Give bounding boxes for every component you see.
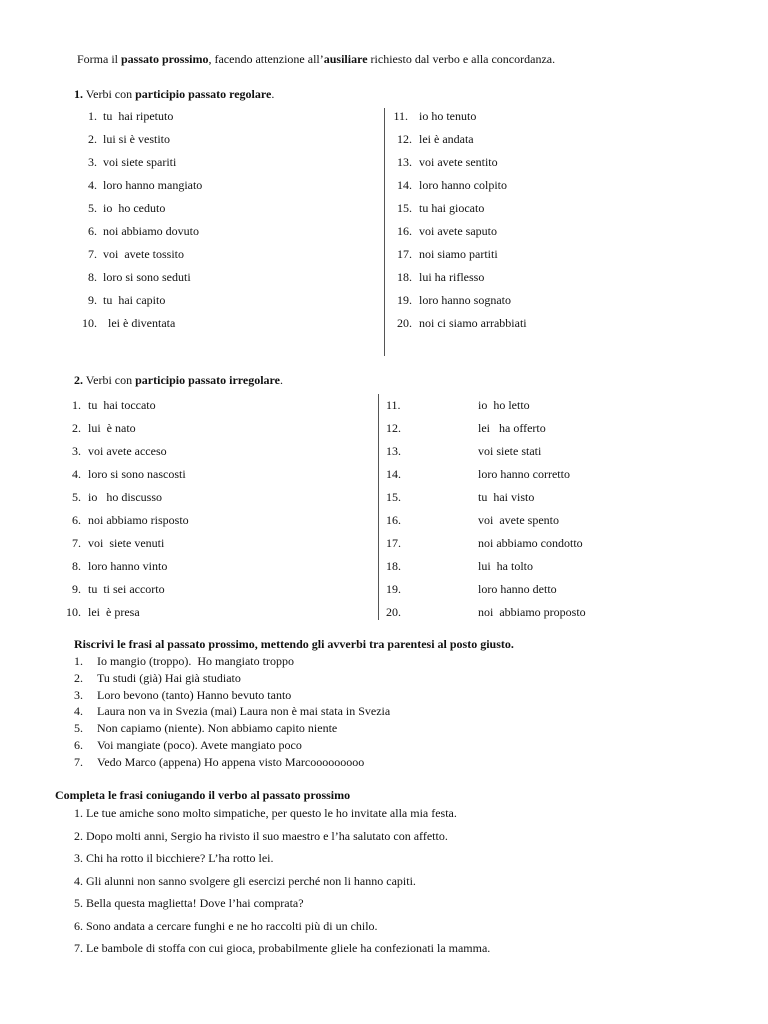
- section1-right-item-text: lui ha riflesso: [419, 270, 485, 284]
- instructions-bold-2: ausiliare: [323, 52, 368, 66]
- section2-left-item-number: 10.: [66, 605, 81, 619]
- instructions: [77, 52, 555, 66]
- section2-right-item-number: 20.: [386, 605, 401, 619]
- section1-left-item-number: 7.: [88, 247, 97, 261]
- section2-right-item-number: 17.: [386, 536, 401, 550]
- section3-item-number: 7.: [74, 754, 83, 769]
- section3-item-text: Loro bevono (tanto) Hanno bevuto tanto: [97, 687, 292, 702]
- section3-item-text: Tu studi (già) Hai già studiato: [97, 670, 241, 685]
- section2-right-item-text: noi abbiamo condotto: [478, 536, 583, 550]
- section2-heading-text: Verbi con: [83, 373, 136, 387]
- section1-right-item-number: 13.: [397, 155, 412, 169]
- section1-left-item-number: 1.: [88, 109, 97, 123]
- section2-right-item-number: 12.: [386, 421, 401, 435]
- section1-left-item-text: voi avete tossito: [103, 247, 184, 261]
- section3-item-number: 1.: [74, 654, 83, 668]
- section3-title: Riscrivi le frasi al passato prossimo, mettendo gli avverbi tra parentesi al posto giusto.: [74, 637, 514, 651]
- section3-item-text: Vedo Marco (appena) Ho appena visto Marcooooooooo: [97, 754, 365, 769]
- section2-left-item-text: lei è presa: [88, 605, 140, 619]
- section2-left-item-text: io ho discusso: [88, 490, 163, 504]
- section2-right-item-number: 16.: [386, 513, 401, 527]
- section1-right-item-number: 15.: [397, 201, 412, 215]
- section2-right-item-text: io ho letto: [478, 398, 530, 412]
- section1-right-item-number: 18.: [397, 270, 412, 284]
- section1-left-item-text: tu hai capito: [103, 293, 166, 307]
- section1-right-item-number: 19.: [397, 293, 412, 307]
- section2-left-item-number: 7.: [72, 536, 81, 550]
- section1-right-item-text: loro hanno colpito: [419, 178, 507, 192]
- section1-number: 1.: [74, 87, 83, 101]
- section1-left-item-number: 5.: [88, 201, 97, 215]
- section2-right-item-number: 11.: [386, 398, 401, 412]
- section4-item: 3. Chi ha rotto il bicchiere? L’ha rotto lei.: [74, 851, 274, 865]
- section2-left-item-number: 1.: [72, 398, 81, 412]
- section2-right-item-text: lui ha tolto: [478, 559, 533, 573]
- section1-heading-bold: participio passato regolare: [135, 87, 272, 101]
- section2-right-item-text: noi abbiamo proposto: [478, 605, 586, 619]
- section3-item-number: 6.: [74, 738, 83, 752]
- section2-number: 2.: [74, 373, 83, 387]
- section1-left-item-text: tu hai ripetuto: [103, 109, 174, 123]
- section2-right-item-number: 19.: [386, 582, 401, 596]
- section1-right-item-number: 12.: [397, 132, 412, 146]
- instructions-text: Forma il: [77, 52, 121, 66]
- section1-right-item-text: io ho tenuto: [419, 109, 477, 123]
- section2-left-item-number: 8.: [72, 559, 81, 573]
- section1-right-item-number: 11.: [393, 109, 408, 123]
- section1-left-item-number: 3.: [88, 155, 97, 169]
- section3-item-number: 5.: [74, 721, 83, 736]
- section1-right-item-text: voi avete saputo: [419, 224, 497, 238]
- section2-right-item-number: 15.: [386, 490, 401, 504]
- section1-heading-text: Verbi con: [83, 87, 136, 101]
- section1-left-item-number: 9.: [88, 293, 97, 307]
- instructions-bold-1: passato prossimo: [121, 52, 209, 66]
- section2-left-item-text: tu hai toccato: [88, 398, 156, 412]
- instructions-text: richiesto dal verbo e alla concordanza.: [367, 52, 556, 66]
- section1-right-item-text: tu hai giocato: [419, 201, 485, 215]
- section2-left-item-text: loro si sono nascosti: [88, 467, 186, 481]
- section1-left-item-number: 2.: [88, 132, 97, 146]
- section1-right-item-text: voi avete sentito: [419, 155, 498, 169]
- section2-left-item-text: voi siete venuti: [88, 536, 165, 550]
- section1-left-item-text: lei è diventata: [108, 316, 176, 330]
- section2-right-item-number: 13.: [386, 444, 401, 458]
- section1-right-item-text: lei è andata: [419, 132, 474, 146]
- section1-left-item-text: noi abbiamo dovuto: [103, 224, 199, 238]
- section1-right-item-number: 16.: [397, 224, 412, 238]
- section3-item-number: 3.: [74, 687, 83, 702]
- section2-left-item-text: tu ti sei accorto: [88, 582, 165, 596]
- section1-left-item-text: lui si è vestito: [103, 132, 170, 146]
- section1-heading: [74, 87, 274, 101]
- section1-left-item-text: loro si sono seduti: [103, 270, 191, 284]
- section1-left-item-number: 8.: [88, 270, 97, 284]
- section2-right-item-text: loro hanno corretto: [478, 467, 570, 481]
- section4-item: 1. Le tue amiche sono molto simpatiche, per questo le ho invitate alla mia festa.: [74, 806, 457, 820]
- section3-item-text: Non capiamo (niente). Non abbiamo capito niente: [97, 721, 338, 736]
- section2-left-item-text: voi avete acceso: [88, 444, 167, 458]
- section2-right-item-text: tu hai visto: [478, 490, 535, 504]
- section1-left-item-number: 6.: [88, 224, 97, 238]
- section1-right-item-number: 14.: [397, 178, 412, 192]
- section1-heading-text: .: [271, 87, 275, 101]
- section1-right-item-text: noi siamo partiti: [419, 247, 498, 261]
- instructions-text: , facendo attenzione all’: [208, 52, 324, 66]
- section3-item-number: 2.: [74, 670, 83, 685]
- section2-left-item-number: 2.: [72, 421, 81, 435]
- section3-item-text: Laura non va in Svezia (mai) Laura non è mai stata in Svezia: [97, 704, 391, 719]
- section4-title: Completa le frasi coniugando il verbo al passato prossimo: [55, 788, 351, 802]
- section1-left-item-number: 4.: [88, 178, 97, 192]
- section2-left-item-text: loro hanno vinto: [88, 559, 168, 573]
- section2-right-item-number: 14.: [386, 467, 401, 481]
- section2-left-item-number: 3.: [72, 444, 81, 458]
- section1-left-item-text: io ho ceduto: [103, 201, 166, 215]
- section4-item: 5. Bella questa maglietta! Dove l’hai comprata?: [74, 896, 304, 910]
- section2-left-item-number: 9.: [72, 582, 81, 596]
- section1-right-item-text: noi ci siamo arrabbiati: [419, 316, 527, 330]
- section2-right-item-text: voi avete spento: [478, 513, 559, 527]
- section3-item-number: 4.: [74, 704, 83, 719]
- section2-right-item-text: voi siete stati: [478, 444, 542, 458]
- section1-left-item-text: voi siete spariti: [103, 155, 177, 169]
- section2-heading-text: .: [279, 373, 283, 387]
- section1-divider: [384, 108, 385, 356]
- section2-divider: [378, 394, 379, 620]
- section2-right-item-text: lei ha offerto: [478, 421, 546, 435]
- section1-left-item-text: loro hanno mangiato: [103, 178, 203, 192]
- section2-right-item-text: loro hanno detto: [478, 582, 557, 596]
- section3-item-text: Io mangio (troppo). Ho mangiato troppo: [97, 654, 294, 668]
- section4-item: 6. Sono andata a cercare funghi e ne ho raccolti più di un chilo.: [74, 918, 378, 933]
- section1-left-item-number: 10.: [82, 316, 97, 330]
- section2-heading: [74, 373, 283, 387]
- section4-item: 2. Dopo molti anni, Sergio ha rivisto il suo maestro e l’ha salutato con affetto.: [74, 828, 448, 843]
- section1-right-item-number: 17.: [397, 247, 412, 261]
- section4-item: 7. Le bambole di stoffa con cui gioca, probabilmente gliele ha confezionati la mamma.: [74, 941, 491, 955]
- section2-heading-bold: participio passato irregolare: [135, 373, 280, 387]
- section3-item-text: Voi mangiate (poco). Avete mangiato poco: [97, 738, 302, 752]
- section2-left-item-text: lui è nato: [88, 421, 136, 435]
- section2-left-item-text: noi abbiamo risposto: [88, 513, 189, 527]
- section1-right-item-text: loro hanno sognato: [419, 293, 511, 307]
- section1-right-item-number: 20.: [397, 316, 412, 330]
- section2-left-item-number: 5.: [72, 490, 81, 504]
- section4-item: 4. Gli alunni non sanno svolgere gli esercizi perché non li hanno capiti.: [74, 873, 416, 888]
- section2-right-item-number: 18.: [386, 559, 401, 573]
- section2-left-item-number: 6.: [72, 513, 81, 527]
- section2-left-item-number: 4.: [72, 467, 81, 481]
